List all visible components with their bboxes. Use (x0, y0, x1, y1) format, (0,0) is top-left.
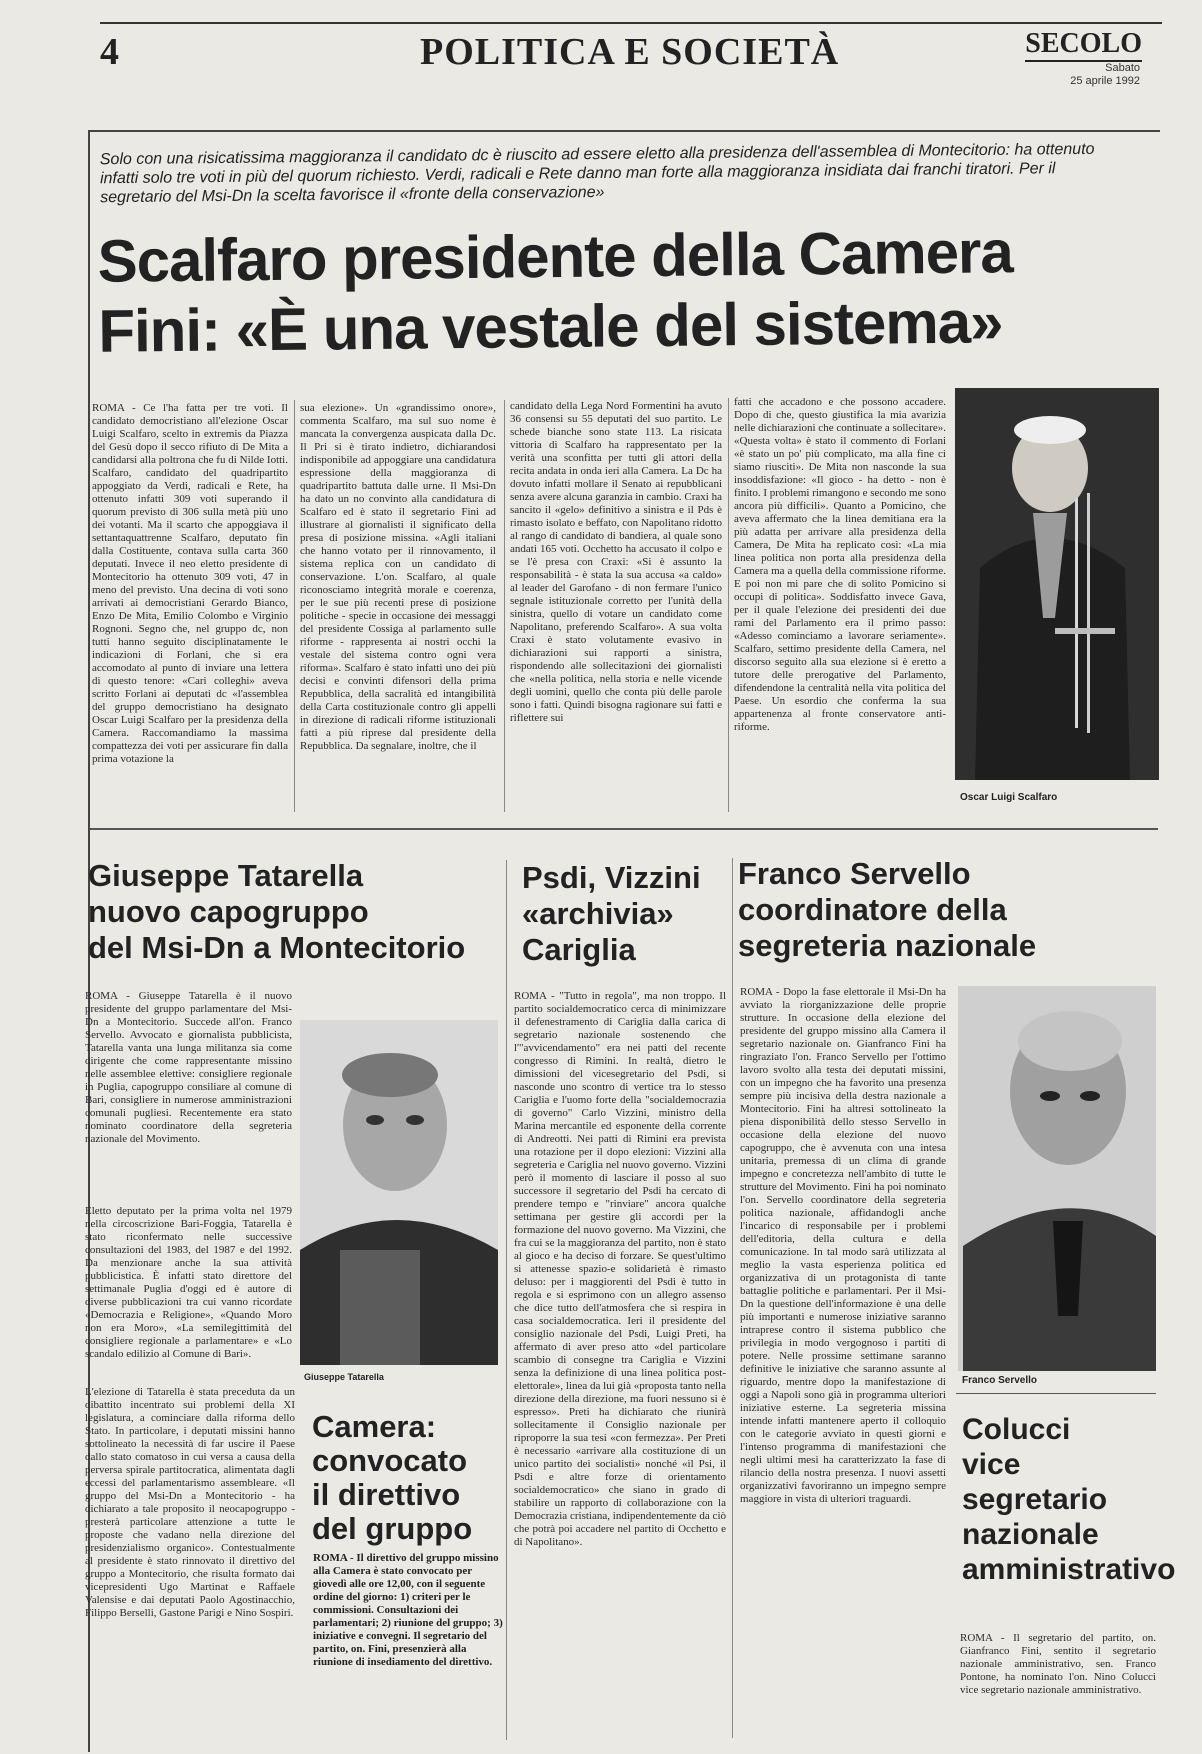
camera-headline-line-2: convocato (312, 1443, 468, 1478)
section-title: POLITICA E SOCIETÀ (420, 31, 840, 73)
servello-headline-line-3: segreteria nazionale (738, 928, 1037, 963)
dateline-day: Sabato (1105, 62, 1140, 74)
lead-kicker: Solo con una risicatissima maggioranza il candidato dc è riuscito ad essere eletto alla presidenza dell'assemblea di Montecitorio: ha ottenuto infatti solo tre voti in più del quorum richiesto. Verdi, radicali e Rete danno man forte alla maggioranza insidiata dai franchi tiratori. Per il segretario del Msi-Dn la scelta favorisce il «fronte della conservazione» (99, 140, 1095, 207)
colucci-headline-line-2: vice (962, 1448, 1021, 1481)
tatarella-headline-line-3: del Msi-Dn a Montecitorio (88, 930, 466, 965)
lead-column-1: ROMA - Ce l'ha fatta per tre voti. Il candidato democristiano all'elezione Oscar Luigi Scalfaro, scelto in extremis da Piazza del Gesù dopo il secco rifiuto di De Mita a candidarsi alla poltrona che fu di Nilde Iotti. Scalfaro, candidato del quadripartito appoggiato da Verdi, radicali e Rete, ha ottenuto infatti 309 voti superando il quorum previsto di 306 sulla metà più uno dei votanti. Ma il scarto che appoggiava il settantaquattrenne Scalfaro, deputato fin dalla Costituente, contava sulla carta 360 deputati. Invece il neo eletto presidente di Montecitorio ha ottenuto 309 voti, 47 in meno del previsto. Una decina di voti sono arrivati ai democristiani Gerardo Bianco, Enzo De Mita, Emilio Colombo e Virginio Rognoni. Segno che, nel gruppo dc, non tutti hanno seguito disciplinatamente le indicazioni di Forlani, che si era accomodato al punto di inviare una lettera di questo tenore: «Cari colleghi» aveva scritto Forlani ai deputati dc «l'assemblea del gruppo democristiano ha designato Oscar Luigi Scalfaro per la presidenza della Camera. Raccomandiamo la massima compattezza dei voti per assicurare fin dalla prima votazione la (92, 402, 288, 765)
psdi-headline-line-1: Psdi, Vizzini (522, 860, 701, 895)
column-divider (506, 860, 507, 1740)
servello-photo-caption: Franco Servello (962, 1375, 1038, 1386)
masthead: SECOLO (1025, 28, 1142, 62)
tatarella-photo (300, 1020, 498, 1365)
camera-headline-line-1: Camera: (312, 1409, 437, 1444)
colucci-headline-line-3: segretario (962, 1483, 1108, 1516)
lead-column-4: fatti che accadono e che possono accadere. Dopo di che, questo giustifica la mia avarizia nelle dichiarazioni che continuate a sollecitare». «Questa volta» è stato il commento di Forlani «è stato un po' più complicato, ma alla fine ci siamo riusciti». De Mita non nasconde la sua insoddisfazione: «Il gioco - ha detto - non è finito. I problemi rimangono e secondo me sono ancora più difficili». Quanto a Pomicino, che aveva affermato che la linea demitiana era la più adatta per arrivare alla presidenza della Camera, De Mita ha replicato così: «La mia linea politica non porta alla presidenza della Camera ma a quella della commissione riforme. E poi non mi pare che di solito Pomicino si occupi di politica». Soddisfatto invece Gava, per il quale l'elezione dei presidenti dei due rami del Parlamento era il primo passo: «Adesso cominciamo a lavorare seriamente». Scalfaro, settimo presidente della Camera, nel discorso seguito alla sua elezione si è eretto a tutore delle prerogative del Parlamento, difendendone la centralità nella vita politica del Paese. Un esordio che conferma la sua appartenenza al fronte conservatore anti-riforme. (734, 396, 946, 733)
scalfaro-portrait-image (955, 388, 1159, 780)
servello-headline-line-2: coordinatore della (738, 892, 1007, 927)
dateline-date: 25 aprile 1992 (1070, 75, 1140, 87)
colucci-headline-line-4: nazionale (962, 1518, 1099, 1551)
lead-column-3: candidato della Lega Nord Formentini ha avuto 36 consensi su 55 deputati del suo partito. Le schede bianche sono state 113. La risicata vittoria di Scalfaro ha rappresentato per la verità una sconfitta per tutti gli attori della recita andata in onda ieri alla Camera. La Dc ha dovuto infatti mollare il Senato ai repubblicani senza avere alcuna garanzia in cambio. Craxi ha sancito il «gelo» definitivo a sinistra e il Pds è rimasto isolato e beffato, con Napolitano ridotto al rango di candidato di bandiera, al quale sono andati 165 voti. Occhetto ha accusato il colpo e se l'è presa con Craxi: «Si è assunto la responsabilità - è stata la sua accusa «a caldo» al leader del Garofano - di non fermare l'unico segnale istituzionale corretto per l'unità della sinistra, quello di votare un candidato come Napolitano, preferendo Scalfaro». A sua volta Craxi è stato volutamente evasivo in dichiarazioni sui rapporti a sinistra, rispondendo alle sollecitazioni dei giornalisti che «nella politica, nella storia e nelle vicende degli uomini, quello che conta più delle parole sono i fatti. Quindi bisogna ragionare sui fatti e riflettere sui (510, 400, 722, 724)
column-divider (728, 398, 729, 812)
tatarella-headline-line-1: Giuseppe Tatarella (88, 858, 364, 893)
servello-portrait-image (958, 986, 1156, 1371)
lead-headline-line-1: Scalfaro presidente della Camera (97, 218, 1014, 295)
colucci-headline (962, 1412, 1176, 1587)
servello-headline (738, 856, 1158, 964)
tatarella-text-mid: Eletto deputato per la prima volta nel 1979 nella circoscrizione Bari-Foggia, Tatarella è stato riconfermato nelle successive consultazioni del 1983, del 1987 e del 1992. Da menzionare anche la sua attività pubblicistica. È infatti stato direttore del settimanale Puglia d'oggi ed è autore di diverse pubblicazioni tra cui vanno ricordate «Democrazia e Religione», «Quando Moro non era Moro», «La semilegittimità del consigliere regionale a parlamentare» e «Lo scandalo edilizio al Comune di Bari». (85, 1205, 292, 1360)
page-number: 4 (100, 31, 119, 73)
scalfaro-photo (955, 388, 1159, 780)
lead-headline-line-2: Fini: «È una vestale del sistema» (98, 288, 1003, 365)
section-divider (90, 828, 1158, 830)
camera-text: ROMA - Il direttivo del gruppo missino alla Camera è stato convocato per giovedì alle ore 12,00, con il seguente ordine del giorno: 1) criteri per le commissioni. Consultazioni dei parlamentari; 2) riunione del gruppo; 3) iniziative e convegni. Il segretario del partito, on. Fini, presenzierà alla riunione di insediamento del direttivo. (313, 1552, 503, 1668)
psdi-headline-line-3: Cariglia (522, 932, 636, 967)
tatarella-photo-caption: Giuseppe Tatarella (304, 1372, 384, 1382)
colucci-text: ROMA - Il segretario del partito, on. Gianfranco Fini, sentito il segretario nazionale amministrativo, sen. Franco Pontone, ha nominato l'on. Nino Colucci vice segretario nazionale amministrativo. (960, 1632, 1156, 1696)
colucci-headline-line-1: Colucci (962, 1413, 1071, 1446)
camera-headline (312, 1410, 507, 1546)
servello-headline-line-1: Franco Servello (738, 856, 971, 891)
box-divider (956, 1393, 1156, 1394)
header-rule (100, 22, 1162, 24)
tatarella-text-bottom: L'elezione di Tatarella è stata preceduta da un dibattito incentrato sui problemi della XI legislatura, a cominciare dalla riforma dello Stato. In particolare, i deputati missini hanno sottolineato la necessità di far uscire il Paese dallo stato comatoso in cui versa a causa della perversa spirale partitocratica, alimentata dagli eccessi del parlamentarismo assembleare. «Il gruppo del Msi-Dn a Montecitorio - ha dichiarato a tale proposito il neocapogruppo - presterà particolare attenzione a tutte le proposte che vadano nella direzione del presidenzialismo organico». Contestualmente al presidente è stato rinnovato il direttivo del gruppo a Montecitorio, che risulta formato dai vicepresidenti Ugo Martinat e Raffaele Valensise e dai deputati Paolo Agostinacchio, Filippo Berselli, Gastone Parigi e Nino Sospiri. (85, 1386, 295, 1619)
dateline (1070, 62, 1140, 88)
tatarella-portrait-image (300, 1020, 498, 1365)
servello-photo (958, 986, 1156, 1371)
psdi-headline (522, 860, 732, 968)
tatarella-headline-line-2: nuovo capogruppo (88, 894, 369, 929)
column-divider (504, 400, 505, 812)
tatarella-headline (88, 858, 498, 966)
psdi-headline-line-2: «archivia» (522, 896, 674, 931)
servello-text: ROMA - Dopo la fase elettorale il Msi-Dn ha avviato la riorganizzazione delle proprie strutture. In occasione della elezione del presidente del gruppo missino alla Camera il segretario nazionale on. Gianfranco Fini ha ringraziato l'on. Franco Servello per l'ottimo lavoro svolto alla testa dei deputati missini, con un impegno che ha favorito una presenza sempre più incisiva della destra nazionale a Montecitorio. Fini ha altresì sottolineato la piena disponibilità dello stesso Servello in occasione della elezione del nuovo capogruppo, che è avvenuta con una intesa unitaria, premessa di un clima di grande impegno e concretezza nell'ambito di tutte le strutture del Movimento. Fini ha poi nominato l'on. Servello coordinatore della segreteria politica nazionale, affidandogli anche l'incarico di responsabile per i problemi dell'editoria, della cultura e della comunicazione. In tal modo sarà utilizzata al meglio la vasta esperienza politica ed organizzativa di un protagonista di tante battaglie politiche e parlamentari. Per il Msi-Dn la questione dell'informazione è una delle più importanti e numerose iniziative saranno intraprese contro il sistema pubblico che privilegia in modo vergognoso i partiti di potere. Nelle prossime settimane saranno definitive le iniziative che saranno assunte al riguardo, mentre dopo la manifestazione di oggi a Napoli sono già in programma ulteriori iniziative esterne. La segreteria missina intende infatti mantenere aperto il colloquio con le categorie avviato in questi giorni e l'intenso programma di manifestazioni che negli ultimi mesi ha caratterizzato la fase di rilancio della nostra presenza. I nuovi assetti organizzativi favoriranno un impegno sempre maggiore in vista di ulteriori traguardi. (740, 986, 946, 1505)
column-divider (732, 858, 733, 1738)
camera-headline-line-4: del gruppo (312, 1511, 473, 1546)
tatarella-text-top: ROMA - Giuseppe Tatarella è il nuovo presidente del gruppo parlamentare del Msi-Dn a Montecitorio. Succede all'on. Franco Servello. Avvocato e giornalista pubblicista, Tatarella vanta una lunga militanza sia come dirigente che come rappresentante missino nelle assemblee elettive: consigliere regionale in Puglia, capogruppo consiliare al comune di Bari, consigliere in numerose amministrazioni comunali pugliesi. Recentemente era stato nominato coordinatore della segreteria nazionale del Movimento. (85, 990, 292, 1145)
column-divider (294, 400, 295, 812)
colucci-headline-line-5: amministrativo (962, 1553, 1176, 1586)
lead-column-2: sua elezione». Un «grandissimo onore», commenta Scalfaro, ma sul suo nome è mancata la convergenza auspicata dalla Dc. Il Pri si è tirato indietro, dichiarandosi indisponibile ad appoggiare una candidatura espressione della maggioranza di quadripartito battuta dalle urne. Il Msi-Dn ha dato un no convinto alla candidatura di Scalfaro ed è stato il segretario Fini ad illustrare al giornalisti il significato della presa di posizione missina. «Agli italiani che hanno votato per il rinnovamento, il sistema replica con un candidato di conservazione. L'on. Scalfaro, al quale riconosciamo integrità morale e coerenza, per le sue più recenti prese di posizione politiche - specie in occasione dei messaggi del presidente Cossiga al parlamento sulle riforme - rappresenta ai nostri occhi la vestale del sistema contro ogni vera riforma». Scalfaro è stato infatti uno dei più decisi e convinti difensori della prima Repubblica, della sacralità ed intangibilità della Carta costituzionale contro gli appelli in direzione di radicali riforme istituzionali fatti a più riprese dal presidente della Repubblica. Da segnalare, inoltre, che il (300, 402, 496, 752)
lead-headline (97, 217, 1014, 367)
scalfaro-photo-caption: Oscar Luigi Scalfaro (960, 792, 1058, 803)
camera-headline-line-3: il direttivo (312, 1477, 461, 1512)
psdi-text: ROMA - "Tutto in regola", ma non troppo. Il partito socialdemocratico cerca di minimizzare il defenestramento di Cariglia dalla carica di segretario nazionale sostenendo che l'"avvicendamento" era nei patti del recente congresso di Rimini. In realtà, dietro le dimissioni del vicesegretario del Psdi, si nasconde uno scontro di vertice tra lo stesso Cariglia e l'uomo forte della "socialdemocrazia di governo" Carlo Vizzini, ministro della Marina mercantile ed esponente della corrente di Andreotti. Nei patti di Rimini era prevista una rotazione per il dopo elezioni: Vizzini alla segreteria e Cariglia nel nuovo governo. Vizzini però il momento di lasciare il posso al suo successore il segretario del Psdi ha cercato di prendere tempo e "rinviare" ancora qualche settimana per gestire gli accordi per la formazione del nuovo governo. Ma Vizzini, che fra cui se la maggioranza del partito, non è stato al gioco e ha deciso di forzare. Se quest'ultimo si attenesse spazio-e solidarietà è rimasto deluso: per i maggiorenti del Psdi è tutto in regola e si esprimono con un allegro assenso che dice tutto dell'atmosfera che si respira in casa socialdemocratica. Ieri il presidente del consiglio nazionale del Psdi, Luigi Preti, ha affermato di aver preso atto «del particolare scambio di consegne tra Cariglia e Vizzini senza la definizione di una linea politica post-elettorale», linea da lui già «proposta tanto nella direzione della direzione, ma fuori nessuno si è espresso». Preti ha dichiarato che riunirà sollecitamente il Consiglio nazionale per riproporre la sua tesi «con fermezza». Per Preti è necessario «arrivare alla costituzione di un unico partito dei socialisti» nonché «il Psi, il Psdi e altre forze di orientamento socialdemocratico» che siano in grado di stabilire un rapporto di collaborazione con la Democrazia cristiana, indipendentemente da ciò che potrà poi accadere nel partito di Occhetto e di Napolitano». (514, 990, 726, 1548)
